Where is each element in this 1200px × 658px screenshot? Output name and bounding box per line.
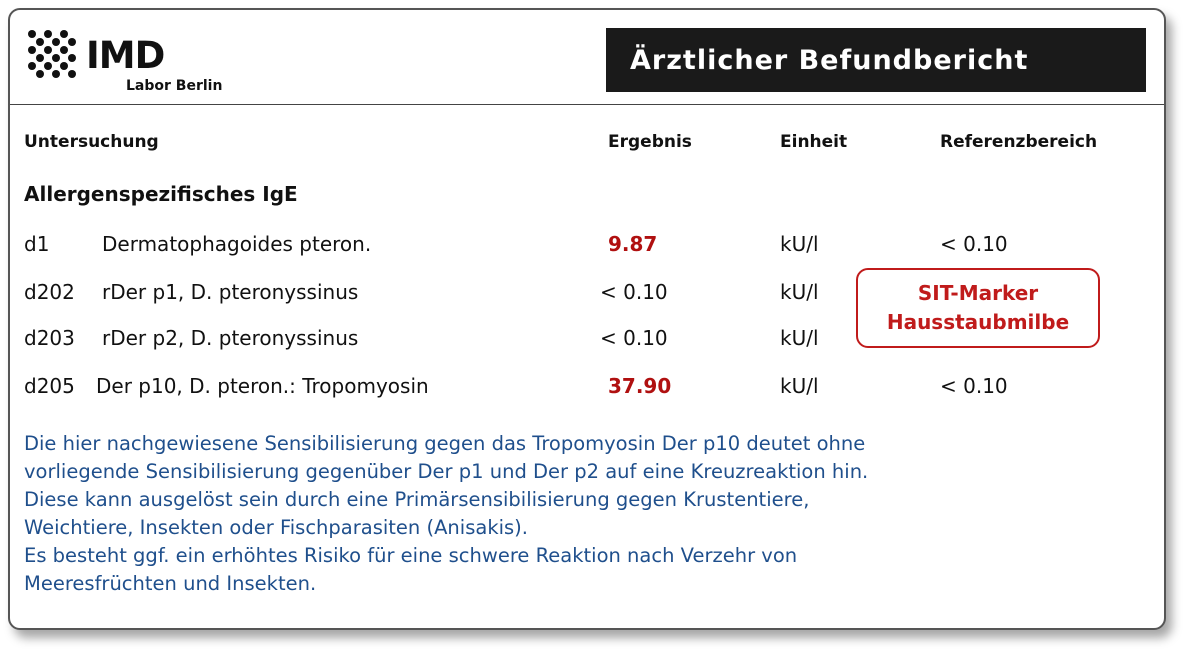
logo-subtitle: Labor Berlin (126, 78, 223, 94)
row-result: < 0.10 (600, 326, 668, 350)
row-code: d202 (24, 280, 75, 304)
interpretation-line: Meeresfrüchten und Insekten. (24, 572, 317, 595)
row-reference: < 0.10 (940, 232, 1008, 256)
report-title-bar (606, 28, 1146, 92)
table-row (10, 374, 1164, 404)
row-unit: kU/l (780, 374, 819, 398)
row-result: 9.87 (608, 232, 658, 256)
logo-dots-icon (26, 28, 82, 84)
logo-name: IMD (86, 34, 165, 77)
column-header-result: Ergebnis (608, 132, 692, 152)
interpretation-line: Die hier nachgewiesene Sensibilisierung gegen das Tropomyosin Der p10 deutet ohne (24, 432, 866, 455)
sit-marker-allergen: Hausstaubmilbe (886, 310, 1070, 334)
row-test-name: rDer p1, D. pteronyssinus (102, 280, 359, 304)
sit-marker-label: SIT-Marker (917, 281, 1039, 305)
section-title: Allergenspezifisches IgE (24, 182, 298, 206)
row-code: d1 (24, 232, 50, 256)
row-code: d205 (24, 374, 75, 398)
interpretation-line: Weichtiere, Insekten oder Fischparasiten (Anisakis). (24, 516, 528, 539)
sit-marker-badge (856, 268, 1100, 348)
column-header-unit: Einheit (780, 132, 848, 152)
report-title: Ärztlicher Befundbericht (630, 44, 1029, 76)
row-reference: < 0.10 (940, 374, 1008, 398)
report-card (8, 8, 1166, 630)
header-divider (10, 104, 1164, 105)
column-header-test: Untersuchung (24, 132, 159, 152)
imd-logo (26, 28, 256, 98)
row-unit: kU/l (780, 326, 819, 350)
row-test-name: Der p10, D. pteron.: Tropomyosin (96, 374, 429, 398)
row-result: < 0.10 (600, 280, 668, 304)
row-unit: kU/l (780, 232, 819, 256)
row-unit: kU/l (780, 280, 819, 304)
row-result: 37.90 (608, 374, 672, 398)
column-header-reference: Referenzbereich (940, 132, 1098, 152)
interpretation-line: Es besteht ggf. ein erhöhtes Risiko für eine schwere Reaktion nach Verzehr von (24, 544, 798, 567)
interpretation-note (24, 430, 1144, 598)
interpretation-line: Diese kann ausgelöst sein durch eine Primärsensibilisierung gegen Krustentiere, (24, 488, 810, 511)
row-code: d203 (24, 326, 75, 350)
table-row (10, 232, 1164, 262)
interpretation-line: vorliegende Sensibilisierung gegenüber Der p1 und Der p2 auf eine Kreuzreaktion hin. (24, 460, 869, 483)
row-test-name: Dermatophagoides pteron. (102, 232, 372, 256)
row-test-name: rDer p2, D. pteronyssinus (102, 326, 359, 350)
